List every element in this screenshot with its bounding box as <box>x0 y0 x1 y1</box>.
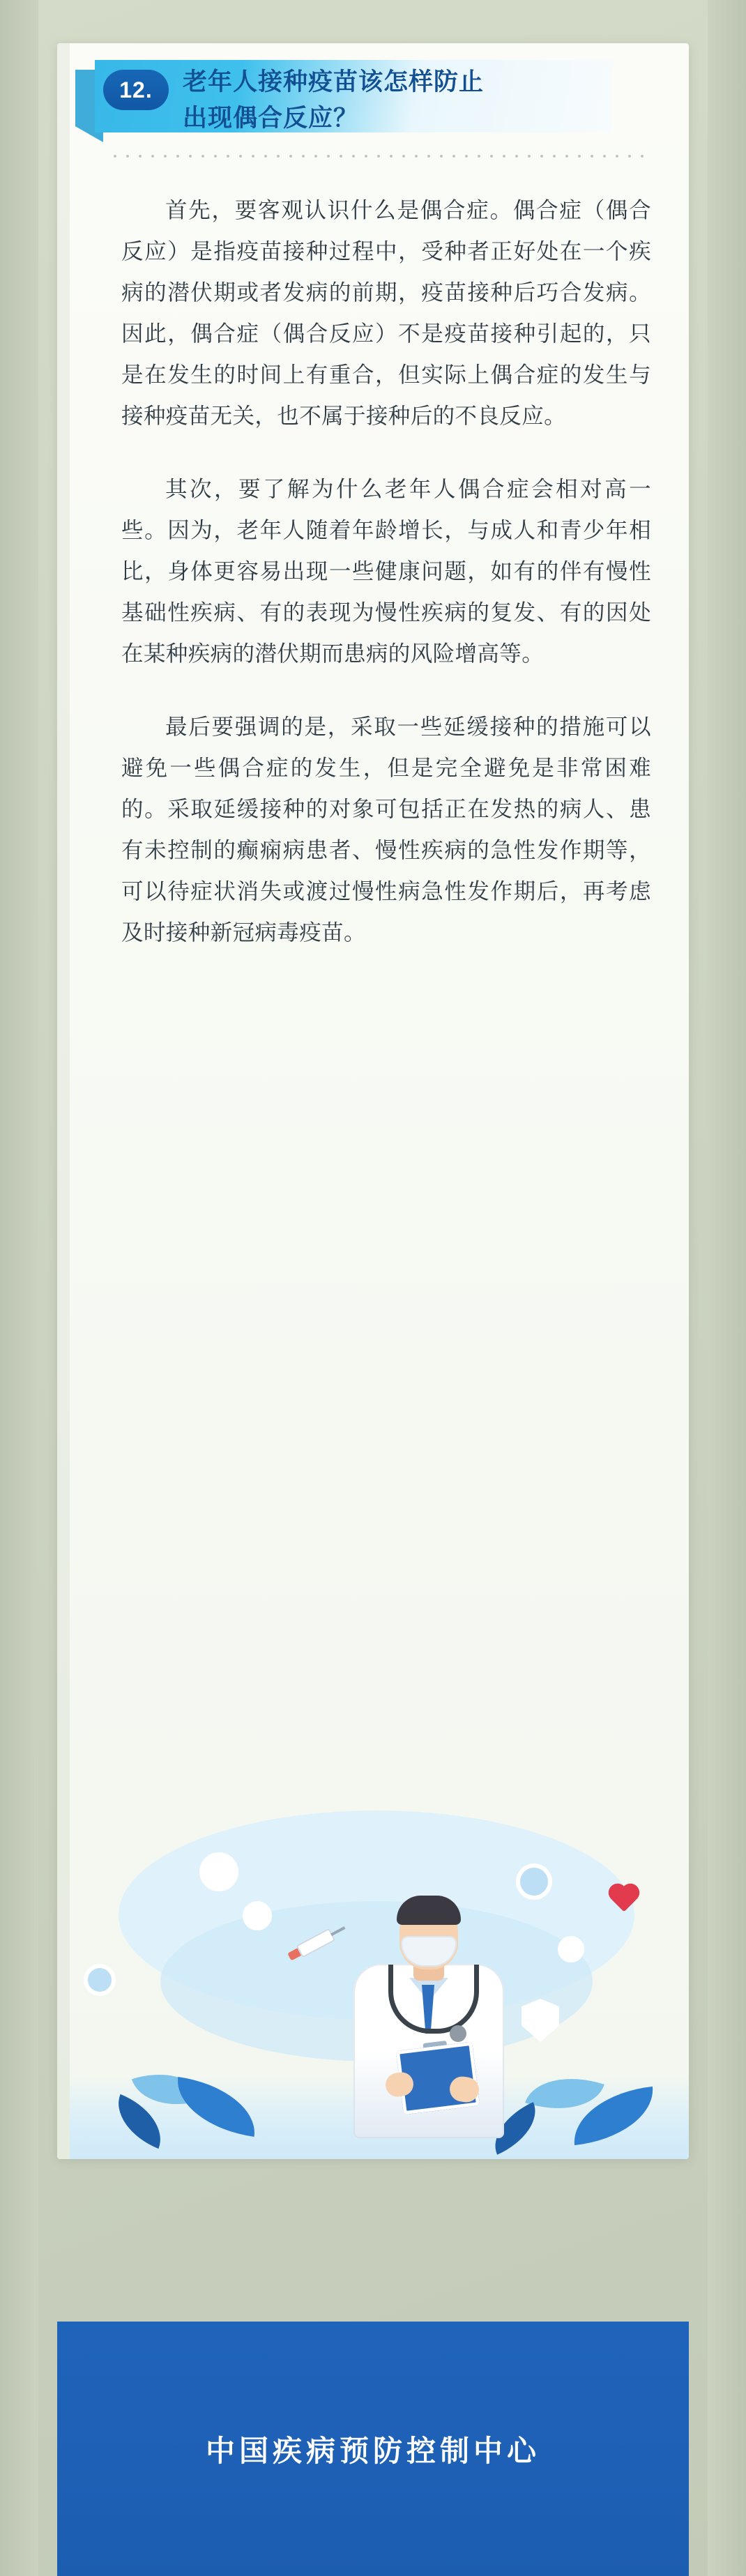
doctor-hair <box>397 1896 461 1925</box>
page-right-edge <box>708 0 746 2576</box>
page-title-line-1: 老年人接种疫苗该怎样防止 <box>183 68 485 96</box>
organization-name: 中国疾病预防控制中心 <box>205 2434 540 2467</box>
illustration <box>70 1727 689 2159</box>
page-title-line-2: 出现偶合反应？ <box>183 105 359 132</box>
paragraph-3: 最后要强调的是，采取一些延缓接种的措施可以避免一些偶合症的发生，但是完全避免是非常困难的。采取延缓接种的对象可包括正在发热的病人、患有未控制的癫痫病患者、慢性疾病的急性发作期等，可以待症状消失或渡过慢性病急性发作期后，再考虑及时接种新冠病毒疫苗。 <box>121 714 651 945</box>
virus-icon <box>243 1901 272 1930</box>
paragraph-2: 其次，要了解为什么老年人偶合症会相对高一些。因为，老年人随着年龄增长，与成人和青少年相比，身体更容易出现一些健康问题，如有的伴有慢性基础性疾病、有的表现为慢性疾病的复发、有的因处在某种疾病的潜伏期而患病的风险增高等。 <box>121 476 651 666</box>
paragraph-1: 首先，要客观认识什么是偶合症。偶合症（偶合反应）是指疫苗接种过程中，受种者正好处在一个疾病的潜伏期或者发病的前期，疫苗接种后巧合发病。因此，偶合症（偶合反应）不是疫苗接种引起的，只是在发生的时间上有重合，但实际上偶合症的发生与接种疫苗无关，也不属于接种后的不良反应。 <box>121 197 651 428</box>
virus-icon <box>516 1864 552 1900</box>
dotted-divider <box>109 155 653 158</box>
stethoscope-bell <box>450 2025 466 2042</box>
footer-spacer <box>57 2159 689 2322</box>
page-left-edge <box>0 0 38 2576</box>
virus-icon <box>558 1936 584 1963</box>
page-title <box>183 64 601 137</box>
card-left-strip <box>57 43 70 2159</box>
article-body <box>121 190 651 985</box>
footer-bar <box>57 2322 689 2576</box>
doctor-illustration <box>345 1838 512 2138</box>
header-ribbon <box>70 60 617 132</box>
content-card <box>57 43 689 2159</box>
virus-icon <box>84 1964 116 1996</box>
syringe-needle <box>330 1926 345 1936</box>
virus-icon <box>199 1852 238 1891</box>
section-number-badge: 12. <box>103 70 169 110</box>
header <box>70 60 664 165</box>
